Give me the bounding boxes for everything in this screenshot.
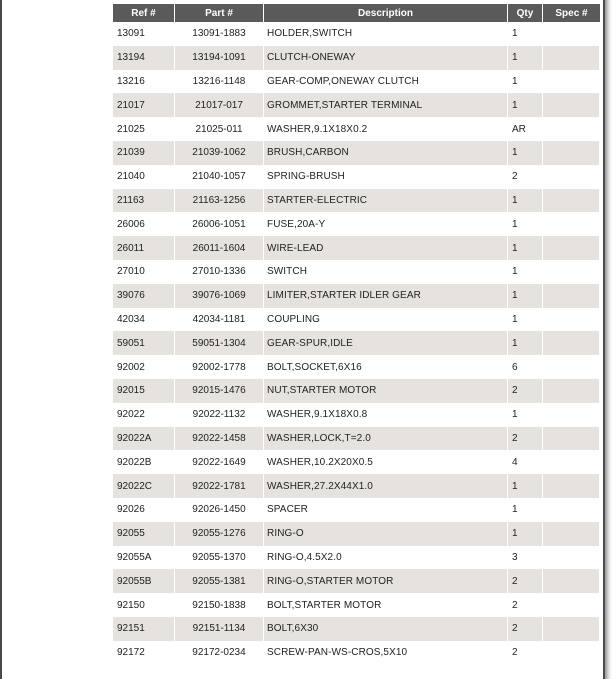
header-spec[interactable]: Spec # <box>543 4 600 22</box>
cell-part: 92022-1458 <box>175 427 264 451</box>
table-row <box>13 236 600 260</box>
table-row <box>13 212 600 236</box>
cell-qty: 1 <box>508 522 543 546</box>
row-spacer <box>13 498 113 522</box>
cell-description: SPRING-BRUSH <box>264 165 508 189</box>
cell-qty: 2 <box>508 569 543 593</box>
row-spacer <box>13 165 113 189</box>
cell-description: LIMITER,STARTER IDLER GEAR <box>264 284 508 308</box>
cell-qty: 1 <box>508 260 543 284</box>
table-row <box>13 403 600 427</box>
cell-spec <box>543 427 600 451</box>
table-row <box>13 22 600 46</box>
cell-ref: 21039 <box>113 141 175 165</box>
cell-ref: 39076 <box>113 284 175 308</box>
header-description[interactable]: Description <box>264 4 508 22</box>
table-row <box>13 379 600 403</box>
cell-description: BOLT,STARTER MOTOR <box>264 593 508 617</box>
cell-qty: 1 <box>508 403 543 427</box>
cell-spec <box>543 141 600 165</box>
cell-qty: 1 <box>508 70 543 94</box>
cell-spec <box>543 450 600 474</box>
cell-spec <box>543 260 600 284</box>
row-spacer <box>13 331 113 355</box>
table-row <box>13 569 600 593</box>
cell-ref: 21025 <box>113 117 175 141</box>
cell-part: 92151-1134 <box>175 617 264 641</box>
table-row <box>13 427 600 451</box>
cell-part: 21025-011 <box>175 117 264 141</box>
cell-spec <box>543 403 600 427</box>
table-row <box>13 474 600 498</box>
cell-part: 92055-1276 <box>175 522 264 546</box>
cell-description: BRUSH,CARBON <box>264 141 508 165</box>
table-row <box>13 46 600 70</box>
cell-ref: 13091 <box>113 22 175 46</box>
row-spacer <box>13 427 113 451</box>
cell-qty: 3 <box>508 546 543 570</box>
cell-qty: 2 <box>508 379 543 403</box>
cell-qty: 2 <box>508 165 543 189</box>
row-spacer <box>13 189 113 213</box>
cell-description: SCREW-PAN-WS-CROS,5X10 <box>264 641 508 665</box>
table-header <box>13 4 600 22</box>
cell-qty: 1 <box>508 498 543 522</box>
row-spacer <box>13 22 113 46</box>
row-spacer <box>13 403 113 427</box>
cell-spec <box>543 617 600 641</box>
row-spacer <box>13 569 113 593</box>
table-row <box>13 117 600 141</box>
cell-ref: 92022A <box>113 427 175 451</box>
table-row <box>13 308 600 332</box>
row-spacer <box>13 260 113 284</box>
cell-description: BOLT,SOCKET,6X16 <box>264 355 508 379</box>
cell-spec <box>543 522 600 546</box>
cell-spec <box>543 165 600 189</box>
cell-spec <box>543 569 600 593</box>
row-spacer <box>13 355 113 379</box>
cell-description: RING-O,STARTER MOTOR <box>264 569 508 593</box>
table-row <box>13 522 600 546</box>
cell-ref: 92015 <box>113 379 175 403</box>
cell-ref: 92150 <box>113 593 175 617</box>
cell-spec <box>543 355 600 379</box>
cell-ref: 92151 <box>113 617 175 641</box>
cell-description: SPACER <box>264 498 508 522</box>
cell-part: 26011-1604 <box>175 236 264 260</box>
cell-part: 92015-1476 <box>175 379 264 403</box>
row-spacer <box>13 93 113 117</box>
cell-qty: 1 <box>508 22 543 46</box>
cell-part: 21017-017 <box>175 93 264 117</box>
cell-ref: 13194 <box>113 46 175 70</box>
cell-description: STARTER-ELECTRIC <box>264 189 508 213</box>
cell-part: 92022-1781 <box>175 474 264 498</box>
cell-description: RING-O <box>264 522 508 546</box>
table-row <box>13 355 600 379</box>
cell-part: 92002-1778 <box>175 355 264 379</box>
cell-ref: 92055B <box>113 569 175 593</box>
cell-description: WASHER,9.1X18X0.2 <box>264 117 508 141</box>
cell-description: WASHER,9.1X18X0.8 <box>264 403 508 427</box>
table-row <box>13 641 600 665</box>
cell-spec <box>543 474 600 498</box>
parts-table <box>13 4 600 665</box>
cell-description: GEAR-COMP,ONEWAY CLUTCH <box>264 70 508 94</box>
cell-qty: 2 <box>508 427 543 451</box>
cell-part: 21040-1057 <box>175 165 264 189</box>
cell-qty: 1 <box>508 308 543 332</box>
row-spacer <box>13 522 113 546</box>
row-spacer <box>13 236 113 260</box>
cell-part: 92172-0234 <box>175 641 264 665</box>
row-spacer <box>13 141 113 165</box>
cell-qty: 1 <box>508 236 543 260</box>
cell-description: COUPLING <box>264 308 508 332</box>
cell-description: GROMMET,STARTER TERMINAL <box>264 93 508 117</box>
cell-spec <box>543 308 600 332</box>
table-row <box>13 284 600 308</box>
header-row <box>13 4 600 22</box>
cell-qty: 1 <box>508 331 543 355</box>
row-spacer <box>13 593 113 617</box>
table-row <box>13 617 600 641</box>
header-part[interactable]: Part # <box>175 4 264 22</box>
cell-part: 26006-1051 <box>175 212 264 236</box>
table-row <box>13 498 600 522</box>
cell-qty: 2 <box>508 641 543 665</box>
cell-ref: 26011 <box>113 236 175 260</box>
cell-spec <box>543 189 600 213</box>
row-spacer <box>13 546 113 570</box>
cell-ref: 92022B <box>113 450 175 474</box>
cell-spec <box>543 331 600 355</box>
cell-ref: 21017 <box>113 93 175 117</box>
cell-ref: 92172 <box>113 641 175 665</box>
cell-description: BOLT,6X30 <box>264 617 508 641</box>
row-spacer <box>13 379 113 403</box>
cell-qty: 4 <box>508 450 543 474</box>
table-row <box>13 189 600 213</box>
cell-qty: 6 <box>508 355 543 379</box>
cell-spec <box>543 641 600 665</box>
cell-part: 92022-1649 <box>175 450 264 474</box>
cell-spec <box>543 498 600 522</box>
cell-spec <box>543 379 600 403</box>
row-spacer <box>13 308 113 332</box>
cell-ref: 92055A <box>113 546 175 570</box>
cell-qty: 2 <box>508 593 543 617</box>
cell-spec <box>543 284 600 308</box>
table-row <box>13 165 600 189</box>
cell-part: 92055-1381 <box>175 569 264 593</box>
cell-part: 21039-1062 <box>175 141 264 165</box>
table-row <box>13 93 600 117</box>
cell-description: FUSE,20A-Y <box>264 212 508 236</box>
row-spacer <box>13 450 113 474</box>
cell-ref: 21040 <box>113 165 175 189</box>
cell-description: WIRE-LEAD <box>264 236 508 260</box>
table-row <box>13 593 600 617</box>
row-spacer <box>13 212 113 236</box>
cell-ref: 21163 <box>113 189 175 213</box>
table-body <box>13 22 600 665</box>
table-row <box>13 141 600 165</box>
table-row <box>13 260 600 284</box>
cell-part: 59051-1304 <box>175 331 264 355</box>
cell-description: WASHER,LOCK,T=2.0 <box>264 427 508 451</box>
row-spacer <box>13 641 113 665</box>
cell-ref: 92022C <box>113 474 175 498</box>
cell-spec <box>543 212 600 236</box>
row-spacer <box>13 474 113 498</box>
cell-description: WASHER,27.2X44X1.0 <box>264 474 508 498</box>
cell-spec <box>543 46 600 70</box>
cell-spec <box>543 93 600 117</box>
row-spacer <box>13 46 113 70</box>
cell-part: 92150-1838 <box>175 593 264 617</box>
cell-qty: 1 <box>508 474 543 498</box>
cell-qty: 1 <box>508 46 543 70</box>
cell-ref: 92002 <box>113 355 175 379</box>
row-spacer <box>13 284 113 308</box>
cell-description: RING-O,4.5X2.0 <box>264 546 508 570</box>
cell-ref: 92022 <box>113 403 175 427</box>
cell-spec <box>543 117 600 141</box>
cell-ref: 26006 <box>113 212 175 236</box>
table-row <box>13 450 600 474</box>
cell-ref: 59051 <box>113 331 175 355</box>
row-spacer <box>13 70 113 94</box>
cell-part: 13091-1883 <box>175 22 264 46</box>
cell-part: 13194-1091 <box>175 46 264 70</box>
cell-ref: 27010 <box>113 260 175 284</box>
table-row <box>13 331 600 355</box>
cell-qty: 1 <box>508 212 543 236</box>
cell-ref: 13216 <box>113 70 175 94</box>
cell-qty: 1 <box>508 189 543 213</box>
cell-spec <box>543 593 600 617</box>
row-spacer <box>13 117 113 141</box>
cell-description: CLUTCH-ONEWAY <box>264 46 508 70</box>
cell-part: 42034-1181 <box>175 308 264 332</box>
cell-description: WASHER,10.2X20X0.5 <box>264 450 508 474</box>
header-qty[interactable]: Qty <box>508 4 543 22</box>
cell-description: GEAR-SPUR,IDLE <box>264 331 508 355</box>
row-spacer <box>13 617 113 641</box>
cell-qty: 1 <box>508 284 543 308</box>
cell-part: 92026-1450 <box>175 498 264 522</box>
page-shadow <box>605 0 612 679</box>
cell-part: 13216-1148 <box>175 70 264 94</box>
cell-spec <box>543 236 600 260</box>
cell-part: 21163-1256 <box>175 189 264 213</box>
cell-description: HOLDER,SWITCH <box>264 22 508 46</box>
cell-qty: 1 <box>508 141 543 165</box>
cell-part: 92022-1132 <box>175 403 264 427</box>
cell-ref: 92026 <box>113 498 175 522</box>
cell-ref: 42034 <box>113 308 175 332</box>
cell-part: 27010-1336 <box>175 260 264 284</box>
cell-spec <box>543 70 600 94</box>
cell-description: SWITCH <box>264 260 508 284</box>
cell-qty: 1 <box>508 93 543 117</box>
cell-spec <box>543 22 600 46</box>
header-spacer <box>13 4 113 22</box>
cell-qty: 2 <box>508 617 543 641</box>
cell-part: 39076-1069 <box>175 284 264 308</box>
table-row <box>13 546 600 570</box>
cell-description: NUT,STARTER MOTOR <box>264 379 508 403</box>
header-ref[interactable]: Ref # <box>113 4 175 22</box>
cell-qty: AR <box>508 117 543 141</box>
cell-spec <box>543 546 600 570</box>
cell-part: 92055-1370 <box>175 546 264 570</box>
table-row <box>13 70 600 94</box>
cell-ref: 92055 <box>113 522 175 546</box>
